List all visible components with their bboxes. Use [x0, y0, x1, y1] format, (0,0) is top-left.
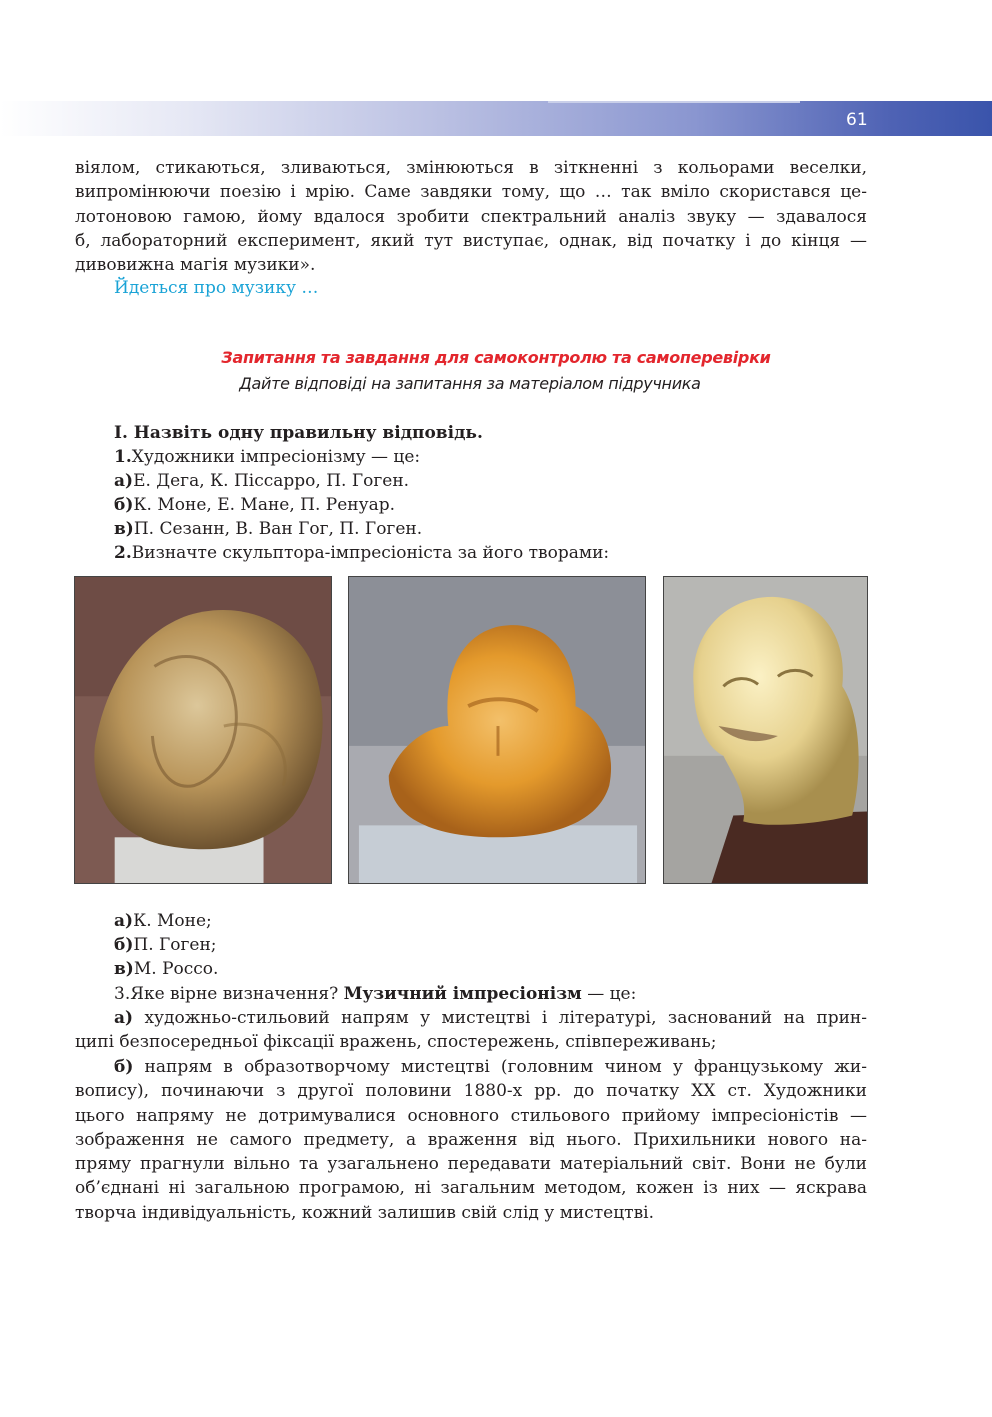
header-divider	[548, 101, 800, 103]
part-heading: І. Назвіть одну правильну відповідь.	[114, 423, 483, 443]
header-band	[0, 101, 992, 136]
text-line: творча індивідуальність, кожний залишив свій слід у мистецтві.	[75, 1202, 654, 1223]
question-number: 1.	[114, 447, 132, 467]
question-number: 2.	[114, 543, 132, 563]
text-line: зображення не самого предмету, а враження від нього. Прихильники нового на-	[75, 1129, 867, 1150]
option-label: а)	[114, 1008, 134, 1028]
option-label: в)	[114, 959, 134, 979]
answer-option	[114, 957, 218, 981]
text-line: дивовижна магія музики».	[75, 255, 316, 276]
sculpture-photo-3	[663, 576, 868, 884]
page-number: 61	[846, 110, 868, 130]
intro-hint: Йдеться про музику …	[114, 278, 319, 298]
option-text: Е. Дега, К. Піссарро, П. Гоген.	[133, 471, 410, 491]
sculpture-photo-2	[348, 576, 646, 884]
option-b-paragraph	[75, 1055, 867, 1225]
question-text: Яке вірне визначення?	[130, 984, 344, 1004]
text-line: випромінюючи поезію і мрію. Саме завдяки тому, що … так вміло скористався це-	[75, 182, 867, 203]
option-text: П. Гоген;	[133, 935, 217, 955]
question-1	[114, 445, 420, 469]
option-text: М. Россо.	[133, 959, 219, 979]
question-term: Музичний імпресіонізм	[343, 984, 582, 1004]
question-number: 3.	[114, 984, 131, 1004]
text-line: ципі безпосередньої фіксації вражень, спостережень, співпереживань;	[75, 1032, 717, 1053]
answer-option	[114, 493, 395, 517]
answer-option	[114, 909, 212, 933]
text-line: пряму прагнули вільно та узагальнено передавати матеріальний світ. Вони не були	[75, 1154, 867, 1175]
text-line: лотоновою гамою, йому вдалося зробити спектральний аналіз звуку — здавалося	[75, 206, 867, 227]
text-line: цього напряму не дотримувалися основного стильового прийому імпресіоністів —	[75, 1105, 867, 1126]
option-label: а)	[114, 471, 134, 491]
text-line: об’єднані ні загальною програмою, ні загальним методом, кожен із них — яскрава	[75, 1178, 867, 1199]
question-2	[114, 541, 609, 565]
question-3	[114, 982, 636, 1006]
intro-paragraph	[75, 156, 867, 277]
question-text: Художники імпресіонізму — це:	[131, 447, 421, 467]
answer-option	[114, 933, 217, 957]
question-text: Визначте скульптора-імпресіоніста за його творами:	[131, 543, 610, 563]
text-line: б) напрям в образотворчому мистецтві (головним чином у французькому жи-	[114, 1057, 868, 1077]
option-label: б)	[114, 495, 134, 515]
option-label: а)	[114, 911, 134, 931]
sculpture-photo-1	[74, 576, 332, 884]
answer-option	[114, 469, 409, 493]
option-text: К. Моне, Е. Мане, П. Ренуар.	[133, 495, 396, 515]
option-label: б)	[114, 1057, 134, 1077]
option-label: в)	[114, 519, 134, 539]
option-text: П. Сезанн, В. Ван Гог, П. Гоген.	[133, 519, 423, 539]
text-line: б, лабораторний експеримент, який тут виступає, однак, від початку і до кінця —	[75, 230, 867, 251]
option-text: К. Моне;	[133, 911, 212, 931]
text-line: а) художньо-стильовий напрям у мистецтві і літературі, заснований на прин-	[114, 1008, 867, 1028]
text-line: вопису), починаючи з другої половини 1880-х рр. до початку XX ст. Художники	[75, 1081, 867, 1102]
option-a-paragraph	[75, 1006, 867, 1055]
section-subtitle: Дайте відповіді на запитання за матеріалом підручника	[239, 374, 701, 393]
text-line: віялом, стикаються, зливаються, змінюються в зіткненні з кольорами веселки,	[75, 158, 867, 178]
answer-option	[114, 517, 422, 541]
option-label: б)	[114, 935, 134, 955]
section-title: Запитання та завдання для самоконтролю та самоперевірки	[221, 348, 771, 367]
question-text-end: — це:	[581, 984, 637, 1004]
